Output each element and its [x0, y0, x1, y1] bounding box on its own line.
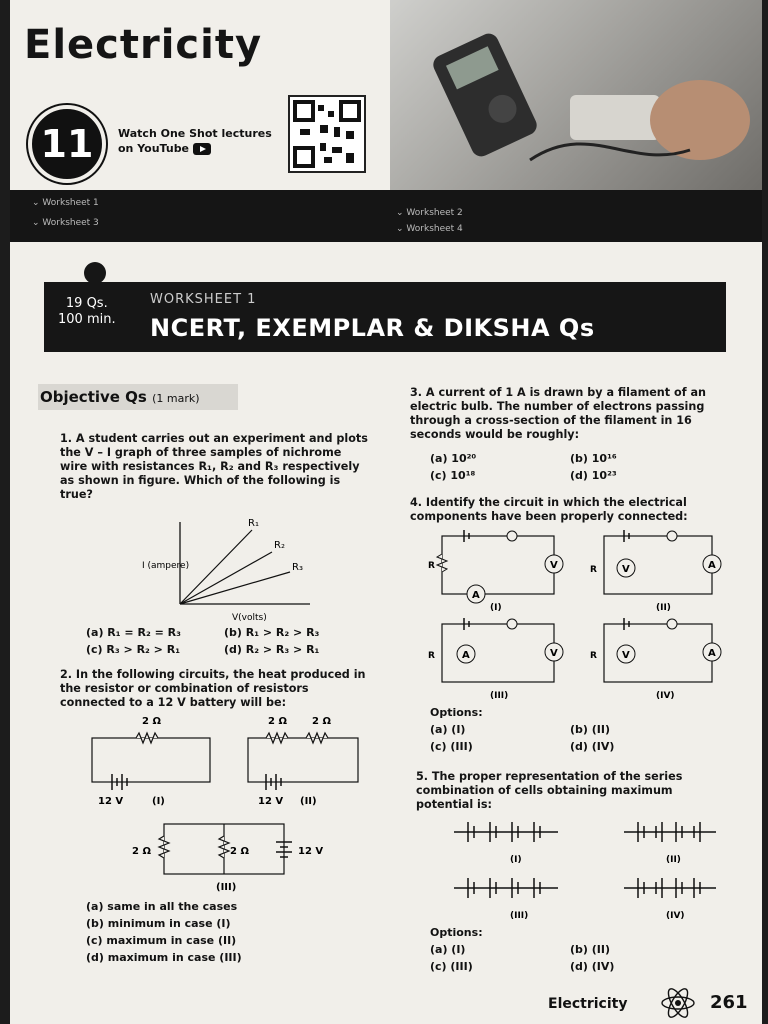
- chapter-title: Electricity: [24, 22, 263, 68]
- svg-text:R: R: [428, 651, 435, 661]
- c2-label: (II): [300, 796, 317, 807]
- c3-label: (III): [216, 882, 237, 892]
- q4-label-3: (III): [490, 691, 509, 701]
- q5-combination-1: [454, 822, 558, 842]
- q3-option-c[interactable]: (c) 10¹⁸: [430, 469, 476, 482]
- worksheet-link-3[interactable]: ⌄ Worksheet 3: [32, 218, 99, 228]
- q4-circuits: [424, 524, 724, 708]
- c2-resistor-label-1: 2 Ω: [268, 716, 287, 727]
- graph-line-label-r3: R₃: [292, 562, 303, 573]
- worksheet-bar: [10, 190, 762, 242]
- time-limit: 100 min.: [58, 312, 116, 327]
- q5-option-a[interactable]: (a) (I): [430, 943, 466, 956]
- question-count: 19 Qs.: [65, 296, 108, 311]
- graph-x-label: V(volts): [232, 613, 267, 623]
- q5-option-c[interactable]: (c) (III): [430, 960, 473, 973]
- c1-battery-label: 12 V: [98, 796, 124, 807]
- youtube-promo: [118, 126, 288, 156]
- c3-battery-label: 12 V: [298, 846, 324, 857]
- q1-vi-graph: [140, 508, 320, 630]
- textbook-page: [10, 0, 762, 1024]
- q2-option-c[interactable]: (c) maximum in case (II): [86, 934, 237, 947]
- q4-option-c[interactable]: (c) (III): [430, 740, 473, 753]
- section-title: Objective Qs: [40, 388, 147, 406]
- q4-label-1: (I): [490, 603, 502, 613]
- question-2: 2. In the following circuits, the heat produced in the resistor or combination of resistors connected to a 12 V battery will be:: [60, 668, 366, 709]
- q2-option-a[interactable]: (a) same in all the cases: [86, 900, 238, 913]
- footer-chapter-name: Electricity: [548, 996, 628, 1012]
- q5-combination-3: [454, 878, 558, 898]
- svg-text:V: V: [550, 648, 558, 659]
- section-heading: [40, 388, 200, 406]
- photo-illustration: [390, 0, 762, 190]
- c3-resistor-label-2: 2 Ω: [230, 846, 249, 857]
- q1-option-c[interactable]: (c) R₃ > R₂ > R₁: [86, 643, 181, 656]
- q5-options-title: Options:: [430, 926, 483, 939]
- q1-option-d[interactable]: (d) R₂ > R₃ > R₁: [224, 643, 320, 656]
- chapter-number-badge: 11: [28, 105, 106, 183]
- question-1: 1. A student carries out an experiment and plots the V – I graph of three samples of nichrome wire with resistances R₁, R₂ and R₃ respectively as shown in figure. Which of the following is true?: [60, 432, 368, 501]
- q2-option-b[interactable]: (b) minimum in case (I): [86, 917, 231, 930]
- q2-circuits: [70, 712, 370, 896]
- c1-label: (I): [152, 796, 165, 807]
- q4-circuit-3: [428, 618, 563, 701]
- graph-line-label-r2: R₂: [274, 540, 285, 551]
- q4-label-4: (IV): [656, 691, 675, 701]
- multimeter-photo: [390, 0, 762, 190]
- q3-option-a[interactable]: (a) 10²⁰: [430, 452, 477, 465]
- svg-text:V: V: [550, 560, 558, 571]
- worksheet-link-1[interactable]: ⌄ Worksheet 1: [32, 198, 99, 208]
- q2-circuits-svg: [70, 712, 370, 892]
- worksheet-label: WORKSHEET 1: [150, 292, 257, 307]
- q5-label-4: (IV): [666, 911, 685, 921]
- banner-stats: [58, 296, 116, 328]
- c1-resistor-label: 2 Ω: [142, 716, 161, 727]
- q1-option-a[interactable]: (a) R₁ = R₂ = R₃: [86, 626, 181, 639]
- q5-option-b[interactable]: (b) (II): [570, 943, 610, 956]
- q4-option-b[interactable]: (b) (II): [570, 723, 610, 736]
- q5-cell-combinations: [440, 812, 720, 926]
- q4-circuit-2: [590, 530, 721, 613]
- atom-icon: [660, 986, 696, 1024]
- c3-resistor-label-1: 2 Ω: [132, 846, 151, 857]
- q2-option-d[interactable]: (d) maximum in case (III): [86, 951, 242, 964]
- atom-icon-graphic: [660, 986, 696, 1020]
- svg-text:A: A: [472, 590, 480, 601]
- graph-y-label: I (ampere): [142, 561, 190, 571]
- section-marks: (1 mark): [152, 392, 200, 405]
- svg-text:A: A: [708, 560, 716, 571]
- qr-code[interactable]: [288, 95, 366, 173]
- svg-text:A: A: [708, 648, 716, 659]
- svg-text:A: A: [462, 650, 470, 661]
- q4-circuit-4: [590, 618, 721, 701]
- watch-text: Watch One Shot lectures on YouTube: [118, 127, 272, 155]
- q4-options-title: Options:: [430, 706, 483, 719]
- banner-title: NCERT, EXEMPLAR & DIKSHA Qs: [150, 314, 595, 342]
- svg-text:V: V: [622, 564, 630, 575]
- graph-line-label-r1: R₁: [248, 518, 259, 529]
- q5-label-2: (II): [666, 855, 681, 865]
- q5-combination-2: [624, 822, 716, 842]
- q5-label-3: (III): [510, 911, 529, 921]
- page-number: 261: [710, 992, 748, 1013]
- svg-text:V: V: [622, 650, 630, 661]
- youtube-icon: [193, 143, 211, 155]
- svg-text:R: R: [590, 565, 597, 575]
- svg-text:R: R: [590, 651, 597, 661]
- c2-battery-label: 12 V: [258, 796, 284, 807]
- c2-resistor-label-2: 2 Ω: [312, 716, 331, 727]
- question-4: 4. Identify the circuit in which the electrical components have been properly connected:: [410, 496, 688, 523]
- worksheet-link-2[interactable]: ⌄ Worksheet 2: [396, 208, 463, 218]
- q3-option-b[interactable]: (b) 10¹⁶: [570, 452, 617, 465]
- q4-option-a[interactable]: (a) (I): [430, 723, 466, 736]
- q5-option-d[interactable]: (d) (IV): [570, 960, 615, 973]
- question-5: 5. The proper representation of the series combination of cells obtaining maximum potential is:: [416, 770, 683, 811]
- q1-option-b[interactable]: (b) R₁ > R₂ > R₃: [224, 626, 320, 639]
- q5-label-1: (I): [510, 855, 522, 865]
- vi-graph-svg: [140, 508, 320, 626]
- q4-option-d[interactable]: (d) (IV): [570, 740, 615, 753]
- worksheet-link-4[interactable]: ⌄ Worksheet 4: [396, 224, 463, 234]
- q4-circuit-1: [428, 530, 563, 613]
- q5-cells-svg: [440, 812, 720, 922]
- question-3: 3. A current of 1 A is drawn by a filament of an electric bulb. The number of electrons passing through a cross-section of the filament in 16 seconds would be roughly:: [410, 386, 706, 441]
- q4-label-2: (II): [656, 603, 671, 613]
- q5-combination-4: [624, 878, 716, 898]
- banner-knob: [84, 262, 106, 284]
- q3-option-d[interactable]: (d) 10²³: [570, 469, 617, 482]
- svg-text:R: R: [428, 561, 435, 571]
- q4-circuits-svg: [424, 524, 724, 704]
- qr-code-graphic: [290, 97, 364, 171]
